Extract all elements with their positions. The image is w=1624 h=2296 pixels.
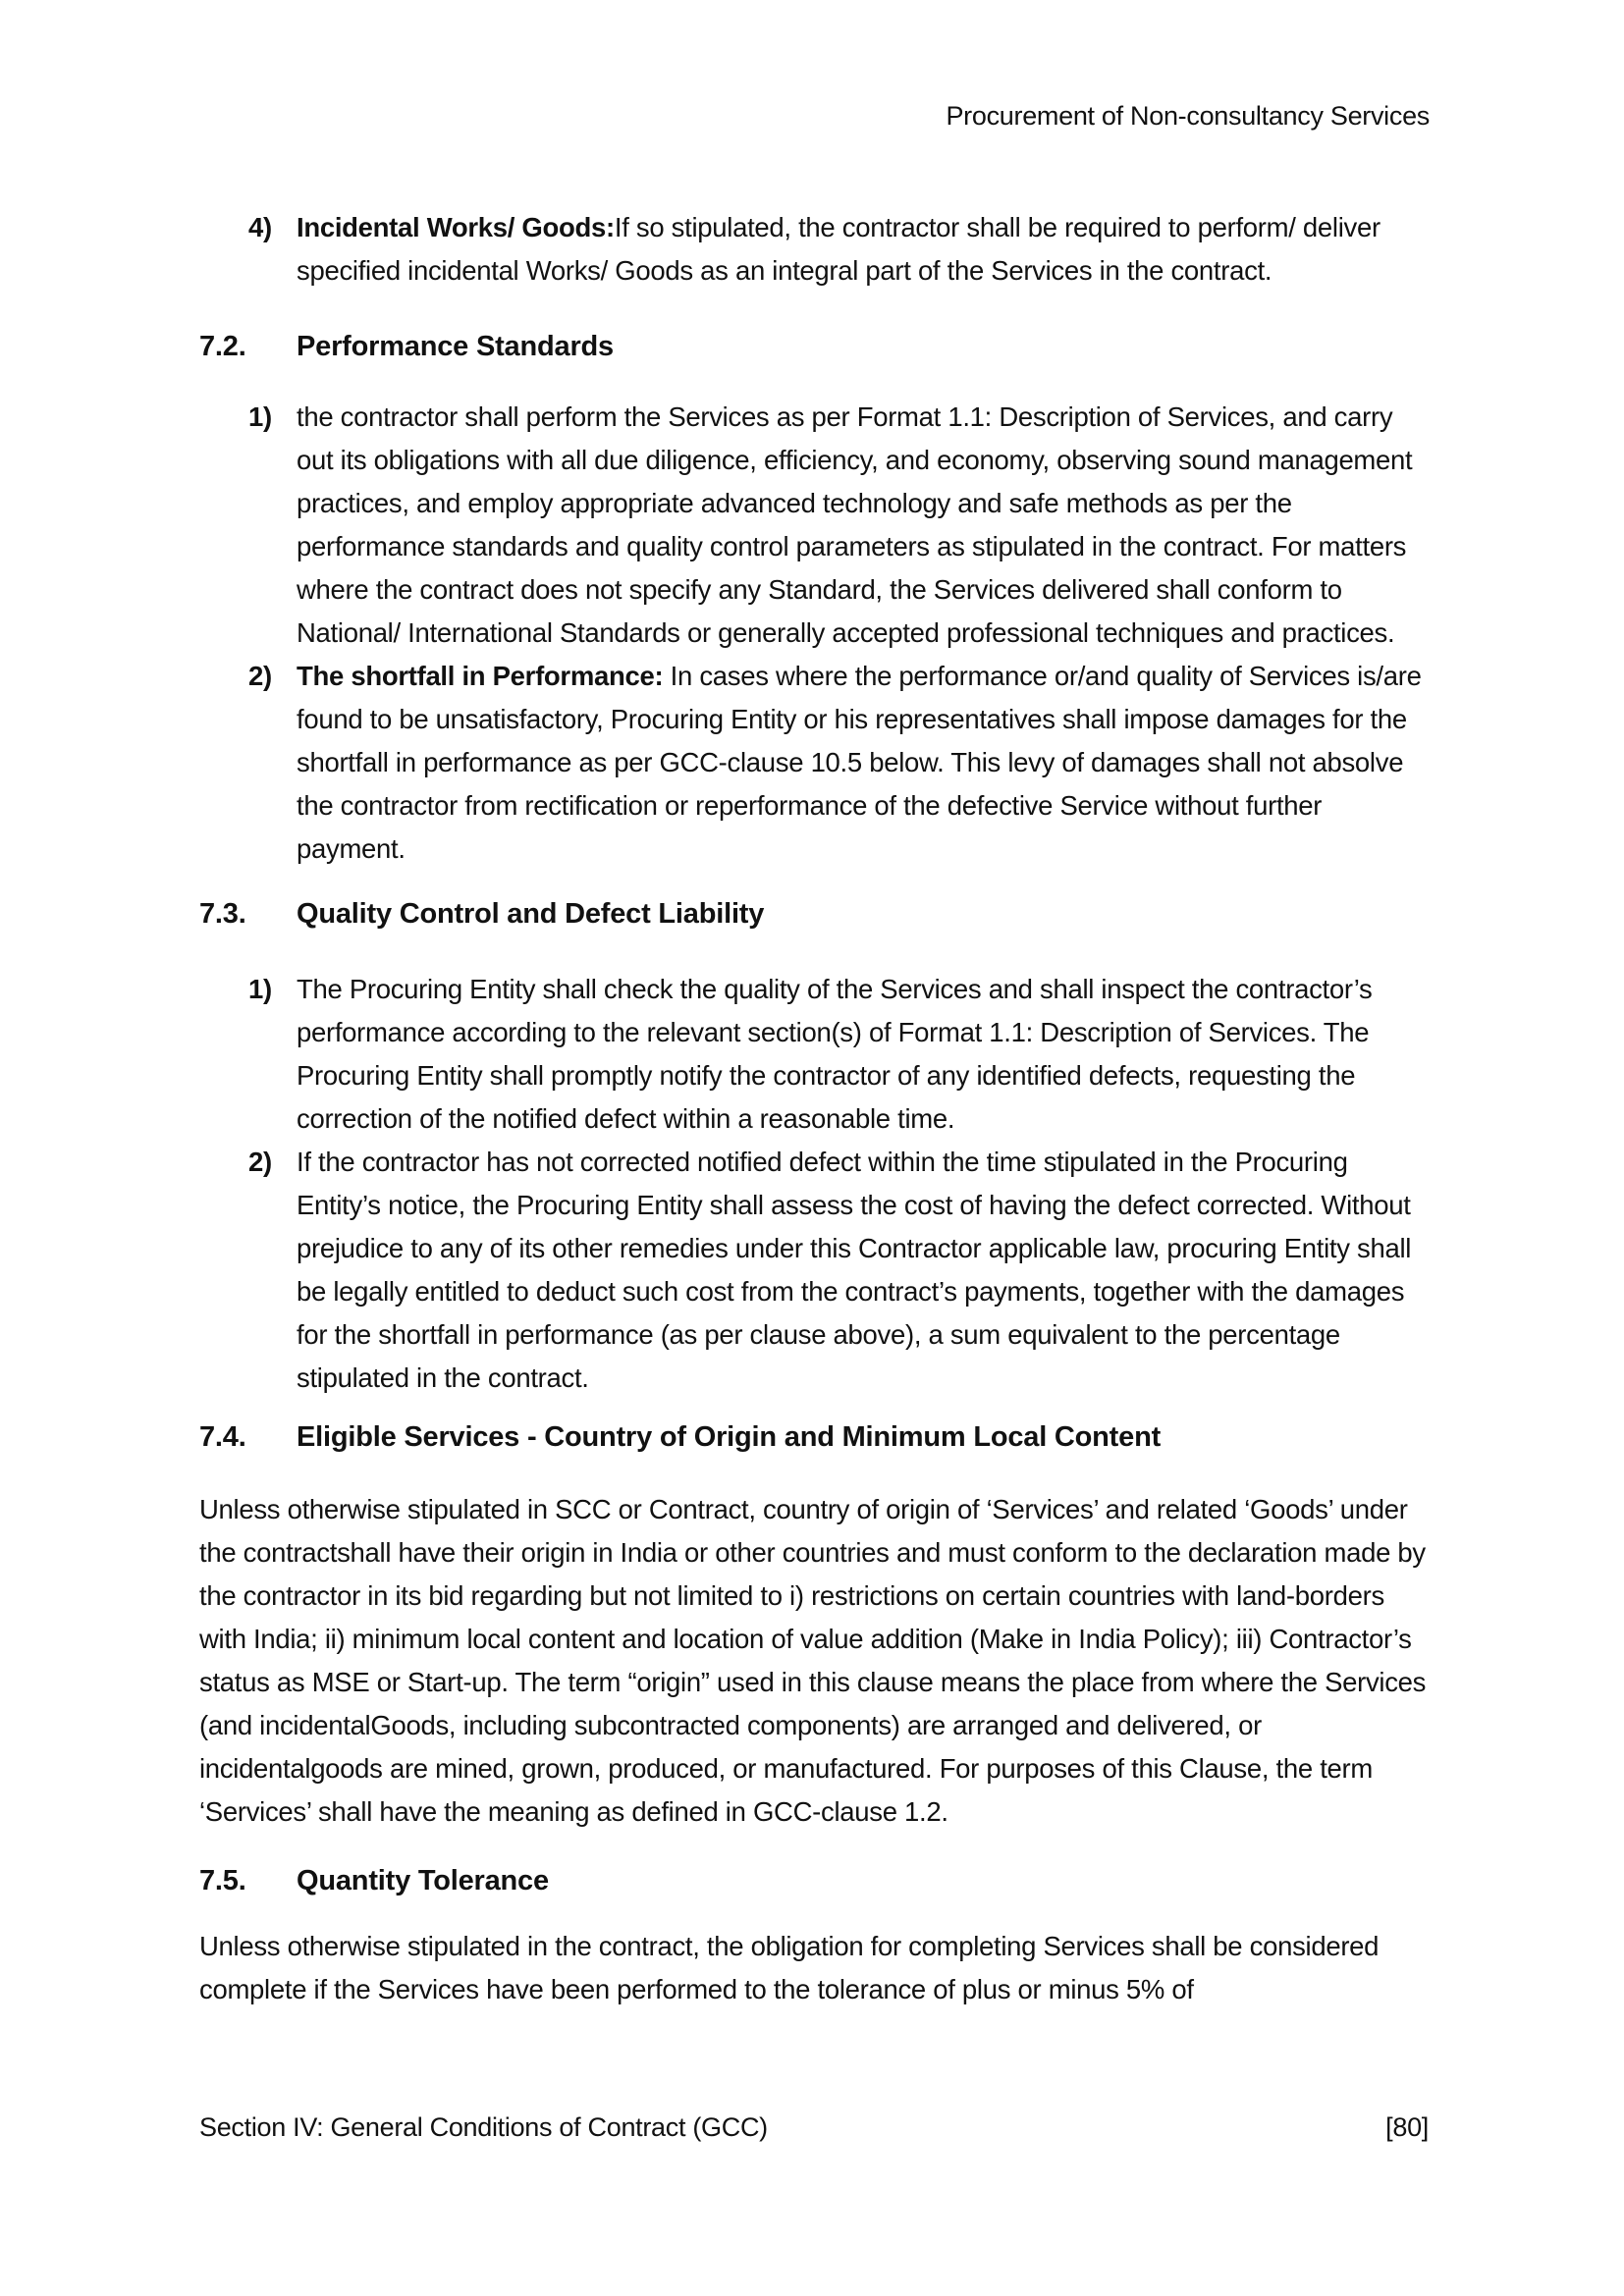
list-item-4-number: 4) — [248, 212, 272, 242]
section-7-2-heading — [199, 325, 1430, 368]
section-7-2-item-1-number: 1) — [248, 401, 272, 432]
section-7-4-title: Eligible Services - Country of Origin and Minimum Local Content — [297, 1421, 1162, 1453]
list-item-4 — [199, 206, 1430, 293]
section-7-5-paragraph: Unless otherwise stipulated in the contract, the obligation for completing Services shall be considered complete if the Services have been performed to the tolerance of plus or minus 5% of — [199, 1931, 1380, 2004]
section-7-3-number: 7.3. — [199, 898, 246, 930]
running-header-text: Procurement of Non-consultancy Services — [946, 101, 1430, 131]
section-7-2-item-2 — [199, 655, 1430, 871]
section-7-3-heading — [199, 892, 1430, 935]
section-7-4-heading — [199, 1415, 1430, 1459]
section-7-3-title: Quality Control and Defect Liability — [297, 898, 765, 930]
section-7-3-item-1-text: The Procuring Entity shall check the quality of the Services and shall inspect the contractor’s performance according to the relevant section(s) of Format 1.1: Description of Services. The Procuring Entity shall promptly notify the contractor of any identified defects, requesting the correction of the notified defect within a reasonable time. — [297, 974, 1373, 1134]
section-7-4-paragraph: Unless otherwise stipulated in SCC or Contract, country of origin of ‘Services’ and related ‘Goods’ under the contractshall have their origin in India or other countries and must conform to the declaration made by the contractor in its bid regarding but not limited to i) restrictions on certain countries with land-borders with India; ii) minimum local content and location of value addition (Make in India Policy); iii) Contractor’s status as MSE or Start-up. The term “origin” used in this clause means the place from where the Services (and incidentalGoods, including subcontracted components) are arranged and delivered, or incidentalgoods are mined, grown, produced, or manufactured. For purposes of this Clause, the term ‘Services’ shall have the meaning as defined in GCC-clause 1.2. — [199, 1494, 1427, 1827]
section-7-2-item-2-lead: The shortfall in Performance: — [297, 661, 664, 691]
list-item-4-body: If so stipulated, the contractor shall be required to perform/ deliver specified incidental Works/ Goods as an integral part of the Services in the contract. — [297, 212, 1380, 286]
section-7-3-item-1-number: 1) — [248, 974, 272, 1004]
section-7-3-item-2-number: 2) — [248, 1147, 272, 1177]
footer-page-number: [80] — [1385, 2112, 1429, 2142]
section-7-2-item-2-body: In cases where the performance or/and quality of Services is/are found to be unsatisfactory, Procuring Entity or his representatives shall impose damages for the shortfall in performance as per GCC-clause 10.5 below. This levy of damages shall not absolve the contractor from rectification or reperformance of the defective Service without further payment. — [297, 661, 1422, 864]
section-7-3-item-2 — [199, 1141, 1430, 1400]
section-7-4-number: 7.4. — [199, 1421, 246, 1453]
section-7-2-item-2-text — [297, 655, 1430, 871]
running-header — [199, 96, 1430, 135]
page-content — [199, 96, 1430, 2011]
section-7-2-item-1-text: the contractor shall perform the Services as per Format 1.1: Description of Services, and carry out its obligations with all due diligence, efficiency, and economy, observing sound management practices, and employ appropriate advanced technology and safe methods as per the performance standards and quality control parameters as stipulated in the contract. For matters where the contract does not specify any Standard, the Services delivered shall conform to National/ International Standards or generally accepted professional techniques and practices. — [297, 401, 1413, 648]
section-7-3-item-2-text: If the contractor has not corrected notified defect within the time stipulated in the Procuring Entity’s notice, the Procuring Entity shall assess the cost of having the defect corrected. Without prejudice to any of its other remedies under this Contractor applicable law, procuring Entity shall be legally entitled to deduct such cost from the contract’s payments, together with the damages for the shortfall in performance (as per clause above), a sum equivalent to the percentage stipulated in the contract. — [297, 1147, 1412, 1393]
list-item-4-lead: Incidental Works/ Goods: — [297, 212, 615, 242]
section-7-2-title: Performance Standards — [297, 331, 614, 362]
page-footer — [199, 2112, 1429, 2143]
section-7-3-item-1 — [199, 968, 1430, 1141]
section-7-5-number: 7.5. — [199, 1865, 246, 1896]
section-7-2-item-2-number: 2) — [248, 661, 272, 691]
section-7-5-heading — [199, 1859, 1430, 1902]
footer-section-label: Section IV: General Conditions of Contract (GCC) — [199, 2112, 768, 2142]
section-7-5-title: Quantity Tolerance — [297, 1865, 549, 1896]
section-7-2-number: 7.2. — [199, 331, 246, 362]
list-item-4-text — [297, 206, 1430, 293]
section-7-2-item-1 — [199, 396, 1430, 655]
